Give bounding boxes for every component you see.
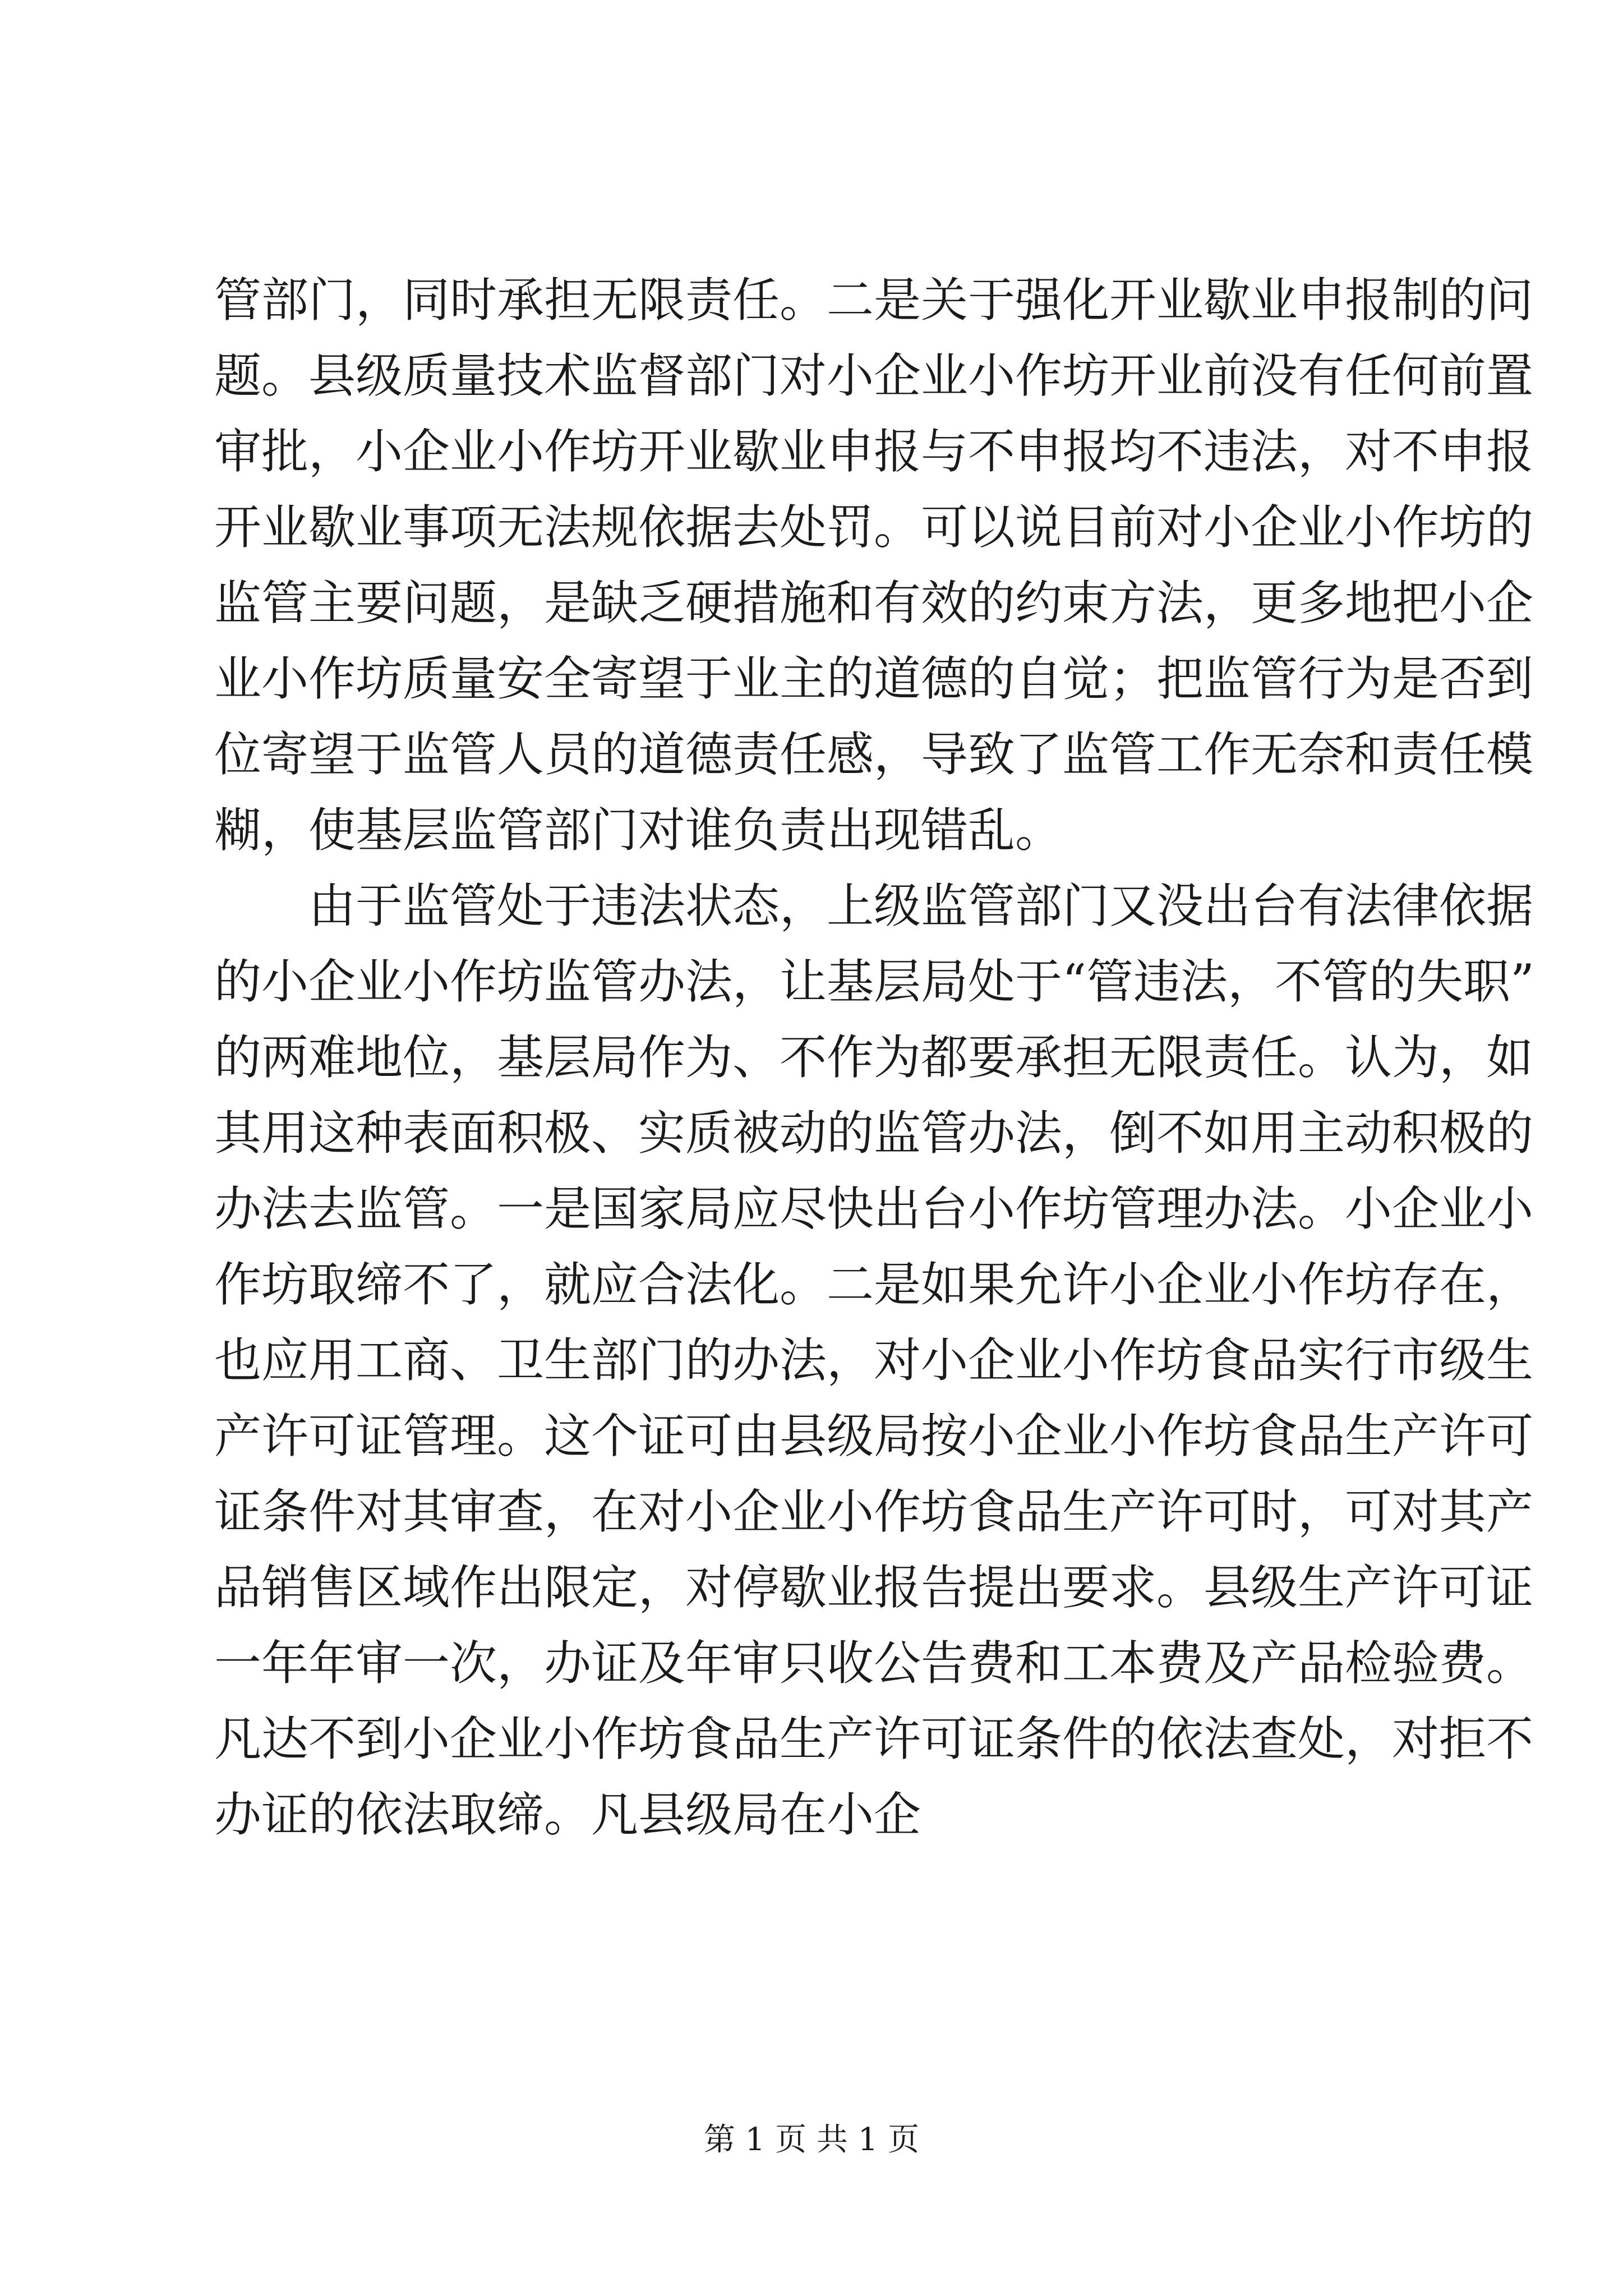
- page-footer: [0, 2115, 1623, 2160]
- text-line: 其用这种表面积极、实质被动的监管办法，倒不如用主动积极的: [214, 1106, 1534, 1161]
- text-line: 位寄望于监管人员的道德责任感，导致了监管工作无奈和责任模: [214, 727, 1534, 782]
- text-line: 办法去监管。一是国家局应尽快出台小作坊管理办法。小企业小: [214, 1181, 1534, 1236]
- text-line: 由于监管处于违法状态，上级监管部门又没出台有法律依据: [308, 878, 1534, 933]
- text-line: 作坊取缔不了，就应合法化。二是如果允许小企业小作坊存在，: [214, 1257, 1534, 1312]
- text-line: 审批，小企业小作坊开业歇业申报与不申报均不违法，对不申报: [214, 424, 1534, 479]
- text-line: 产许可证管理。这个证可由县级局按小企业小作坊食品生产许可: [214, 1409, 1534, 1464]
- text-line: 监管主要问题，是缺乏硬措施和有效的约束方法，更多地把小企: [214, 576, 1534, 631]
- text-line: 的小企业小作坊监管办法，让基层局处于“管违法，不管的失职”: [214, 954, 1534, 1009]
- text-line: 证条件对其审查，在对小企业小作坊食品生产许可时，可对其产: [214, 1484, 1534, 1539]
- paragraph-2: [214, 868, 1534, 1853]
- page-number: 第 1 页 共 1 页: [703, 2122, 920, 2158]
- text-line: 开业歇业事项无法规依据去处罚。可以说目前对小企业小作坊的: [214, 500, 1534, 555]
- text-line: 糊，使基层监管部门对谁负责出现错乱。: [214, 803, 1063, 858]
- text-line: 也应用工商、卫生部门的办法，对小企业小作坊食品实行市级生: [214, 1333, 1534, 1388]
- paragraph-1: [214, 263, 1534, 868]
- text-line: 管部门，同时承担无限责任。二是关于强化开业歇业申报制的问: [214, 273, 1534, 328]
- text-line: 凡达不到小企业小作坊食品生产许可证条件的依法查处，对拒不: [214, 1711, 1534, 1766]
- text-line: 办证的依法取缔。凡县级局在小企: [214, 1787, 921, 1842]
- document-body: [214, 263, 1534, 1853]
- text-line: 业小作坊质量安全寄望于业主的道德的自觉；把监管行为是否到: [214, 651, 1534, 706]
- text-line: 一年年审一次，办证及年审只收公告费和工本费及产品检验费。: [214, 1636, 1534, 1691]
- text-line: 题。县级质量技术监督部门对小企业小作坊开业前没有任何前置: [214, 348, 1534, 403]
- text-line: 品销售区域作出限定，对停歇业报告提出要求。县级生产许可证: [214, 1560, 1534, 1615]
- text-line: 的两难地位，基层局作为、不作为都要承担无限责任。认为，如: [214, 1030, 1534, 1085]
